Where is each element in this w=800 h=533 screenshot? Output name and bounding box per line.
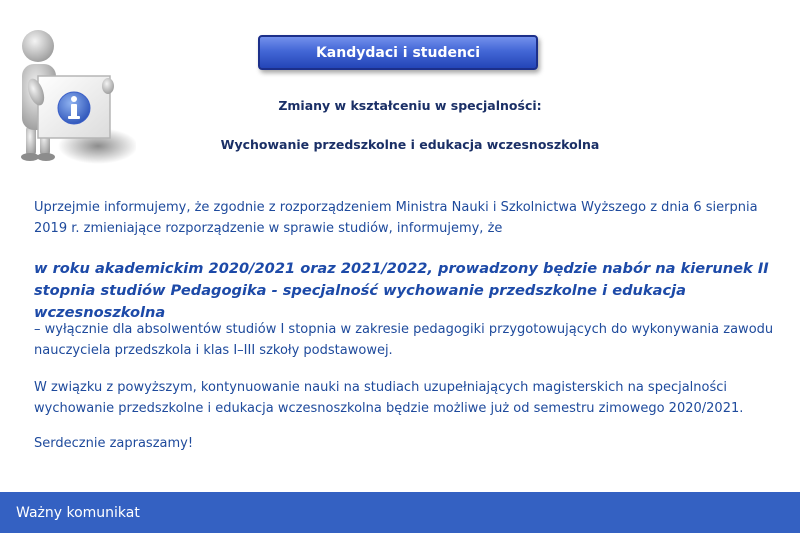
footer-label: Ważny komunikat [16, 504, 140, 521]
intro-paragraph: Uprzejmie informujemy, że zgodnie z rozporządzeniem Ministra Nauki i Szkolnictwa Wyższego z dnia 6 sierpnia 2019 r. zmieniające rozporządzenie w sprawie studiów, informujemy, że [34, 200, 758, 236]
info-person-icon [8, 26, 136, 164]
section-header-label: Kandydaci i studenci [315, 44, 481, 61]
section-header-button[interactable] [258, 35, 538, 70]
continuation-paragraph: W związku z powyższym, kontynuowanie nauki na studiach uzupełniających magisterskich na specjalności wychowanie przedszkolne i edukacja wczesnoszkolna będzie możliwe już od semestru zimowego 2020/2021. [34, 380, 744, 416]
footer-bar [0, 492, 800, 533]
closing-paragraph: Serdecznie zapraszamy! [34, 436, 194, 451]
highlight-paragraph: w roku akademickim 2020/2021 oraz 2021/2022, prowadzony będzie nabór na kierunek II stopnia studiów Pedagogika - specjalność wychowanie przedszkolne i edukacja wczesnoszkolna [34, 260, 769, 321]
condition-paragraph: – wyłącznie dla absolwentów studiów I stopnia w zakresie pedagogiki przygotowujących do wykonywania zawodu nauczyciela przedszkola i klas I–III szkoły podstawowej. [34, 322, 774, 358]
specialization-heading: Wychowanie przedszkolne i edukacja wczesnoszkolna [220, 137, 600, 152]
change-heading: Zmiany w kształceniu w specjalności: [278, 98, 542, 113]
